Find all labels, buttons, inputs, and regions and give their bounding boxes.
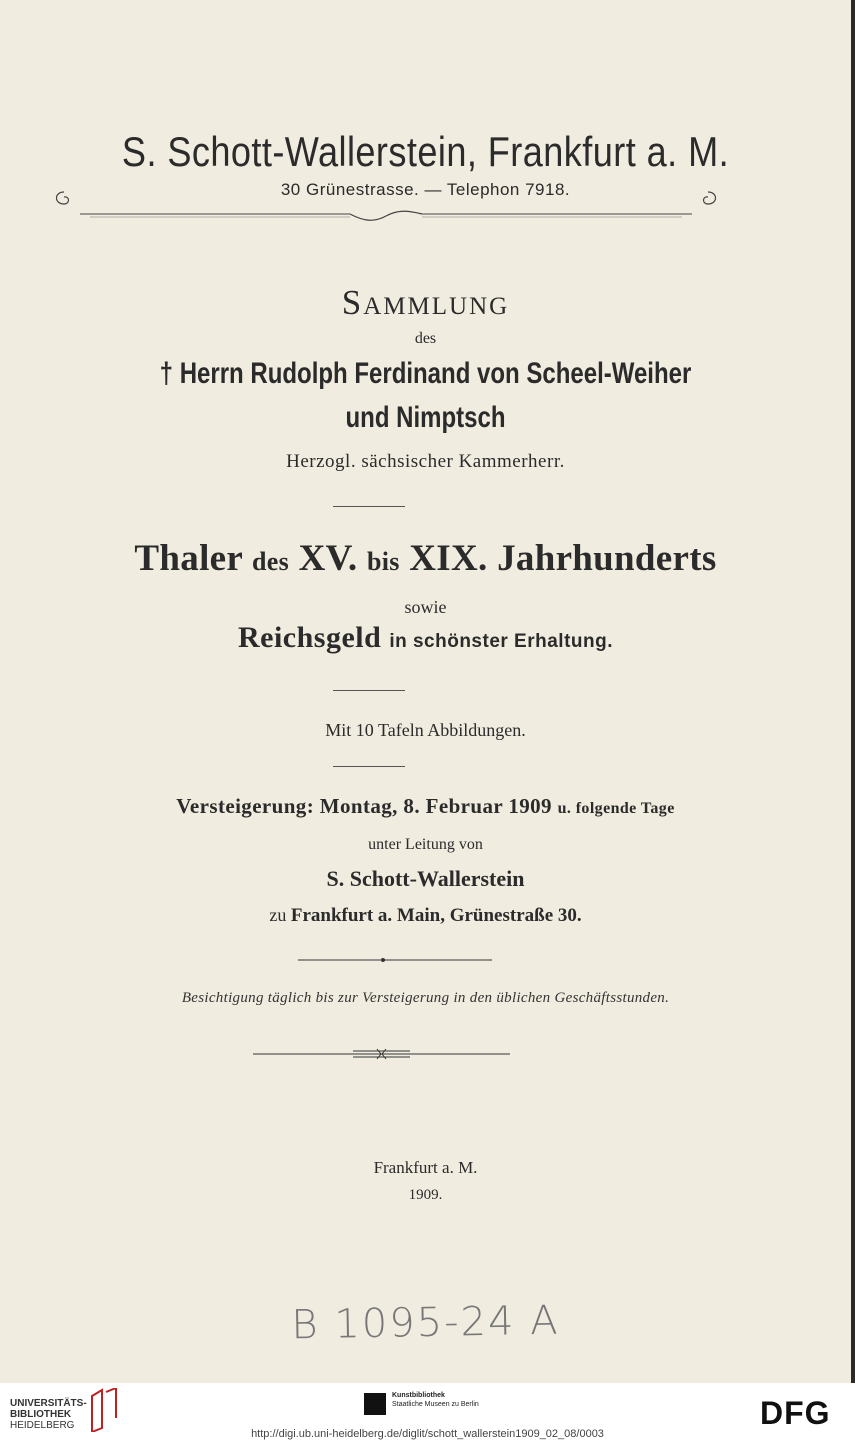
page-edge [851,0,855,1383]
kunstbibliothek-label [392,1391,479,1409]
subject-reichsgeld [0,621,851,655]
kunstbibliothek-logo-icon [364,1393,386,1415]
auction-date-main: Versteigerung: Montag, 8. Februar 1909 [176,794,552,818]
small-ornament [253,1048,510,1060]
collector-name-line2: und Nimptsch [345,401,506,434]
thaler-word: Thaler [134,538,243,579]
auction-following-days: u. folgende Tage [557,800,675,817]
ub-heidelberg-logo[interactable] [10,1398,86,1431]
collection-heading: Sammlung [341,283,510,322]
reichsgeld-word: Reichsgeld [237,621,382,654]
auction-date [0,794,851,819]
collector-name-line1: † Herrn Rudolph Ferdinand von Scheel-Weiher [159,357,692,390]
bis-small: bis [366,547,400,576]
condition-note: in schönster Erhaltung. [389,631,614,652]
imprint-year: 1909. [408,1187,443,1203]
des-small: des [252,547,290,576]
dfg-logo[interactable]: DFG [760,1395,831,1431]
viewing-hours: Besichtigung täglich bis zur Versteigerung in den üblichen Geschäftsstunden. [181,990,670,1006]
firm-address: 30 Grünestrasse. — Telephon 7918. [280,180,571,199]
des-word: des [414,330,437,347]
leitung-line: unter Leitung von [368,836,483,853]
sowie-word: sowie [404,597,447,617]
auction-firm: S. Schott-Wallerstein [326,866,525,891]
ub-emblem-icon [88,1388,120,1432]
collector-title: Herzogl. sächsischer Kammerherr. [286,451,565,472]
kb-line1: Kunstbibliothek [392,1392,445,1399]
divider-1 [333,506,405,507]
zu-word: zu [269,905,287,925]
auction-place [0,905,851,927]
ub-line2: BIBLIOTHEK [10,1409,72,1420]
century-xv: XV. [298,538,358,579]
kb-line2: Staatliche Museen zu Berlin [392,1401,479,1408]
permalink-url[interactable]: http://digi.ub.uni-heidelberg.de/diglit/schott_wallerstein1909_02_08/0003 [251,1428,604,1440]
ub-line3: HEIDELBERG [10,1420,75,1431]
subject-thaler [0,537,851,580]
firm-header: S. Schott-Wallerstein, Frankfurt a. M. [121,128,730,175]
divider-3 [333,766,405,767]
imprint-city: Frankfurt a. M. [373,1158,478,1177]
auction-address: Frankfurt a. Main, Grünestraße 30. [290,905,582,926]
header-ornament [50,186,722,228]
divider-2 [333,690,405,691]
shelfmark: B 1095-24 A [291,1297,560,1349]
ub-line1: UNIVERSITÄTS- [10,1398,87,1409]
dot-divider [298,955,492,965]
plates-note: Mit 10 Tafeln Abbildungen. [325,720,526,740]
century-xix: XIX. Jahrhunderts [409,538,717,579]
